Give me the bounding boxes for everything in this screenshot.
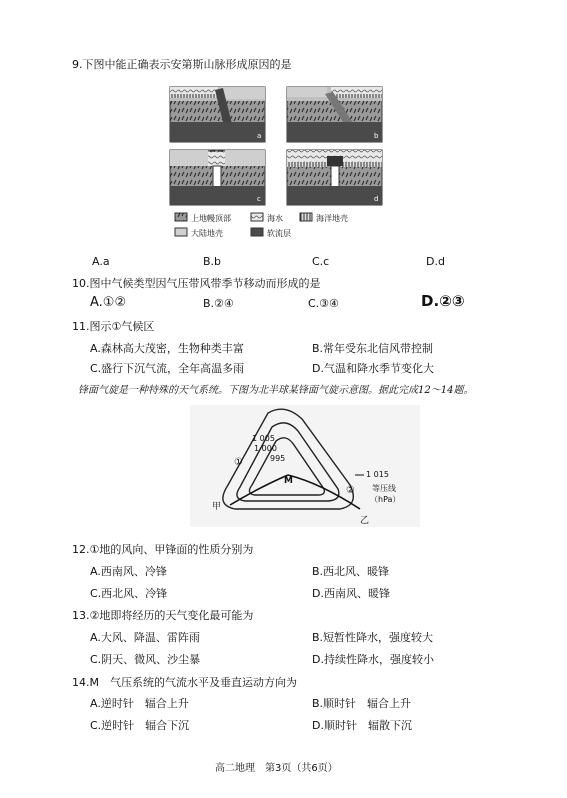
q12-option-d: D.西南风、暖锋 xyxy=(312,587,390,600)
svg-text:a: a xyxy=(257,132,262,140)
front-yi-label: 乙 xyxy=(360,516,370,526)
q13-option-b: B.短暂性降水，强度较大 xyxy=(312,631,434,644)
svg-text:b: b xyxy=(374,132,379,140)
legend-asthenosphere: 软流层 xyxy=(267,229,291,238)
legend-seawater: 海水 xyxy=(267,214,283,223)
svg-text:c: c xyxy=(257,195,261,203)
panel-c xyxy=(170,150,265,205)
panel-b xyxy=(287,87,382,142)
legend-mantle-top: 上地幔顶部 xyxy=(191,214,231,223)
isobar-label-1015: 1 015 xyxy=(366,470,389,479)
q9-stem: 9.下图中能正确表示安第斯山脉形成原因的是 xyxy=(72,58,292,71)
center-m: M xyxy=(284,476,293,486)
q14-option-d: D.顺时针 辐散下沉 xyxy=(312,719,412,732)
q14-stem: 14.M 气压系统的气流水平及垂直运动方向为 xyxy=(72,676,297,689)
legend-isobar: 等压线 xyxy=(372,484,396,493)
q10-option-a: A.①② xyxy=(90,295,127,310)
q14-option-b: B.顺时针 辐合上升 xyxy=(312,697,412,710)
q13-stem: 13.②地即将经历的天气变化最可能为 xyxy=(72,609,254,622)
point-2: ② xyxy=(346,485,355,496)
q12-stem: 12.①地的风向、甲锋面的性质分别为 xyxy=(72,543,254,556)
q10-option-b: B.②④ xyxy=(203,297,234,310)
q9-option-b: B.b xyxy=(203,255,222,268)
q9-option-c: C.c xyxy=(312,255,330,268)
front-jia-label: 甲 xyxy=(212,502,222,512)
q11-option-c: C.盛行下沉气流，全年高温多雨 xyxy=(90,362,245,375)
q11-option-d: D.气温和降水季节变化大 xyxy=(312,362,434,375)
q11-option-a: A.森林高大茂密，生物种类丰富 xyxy=(90,342,244,355)
q12-option-a: A.西南风、冷锋 xyxy=(90,565,167,578)
q11-option-b: B.常年受东北信风带控制 xyxy=(312,342,434,355)
cyclone-intro: 锋面气旋是一种特殊的天气系统。下图为北半球某锋面气旋示意图。据此完成12～14题。 xyxy=(78,385,474,396)
q12-option-c: C.西北风、冷锋 xyxy=(90,587,168,600)
isobar-label-1000: 1 000 xyxy=(254,444,277,453)
svg-text:d: d xyxy=(374,195,379,203)
q10-option-c: C.③④ xyxy=(308,297,339,310)
cyclone-figure xyxy=(190,405,420,527)
q13-option-c: C.阴天、微风、沙尘暴 xyxy=(90,653,201,666)
legend-hpa: （hPa） xyxy=(370,495,401,504)
panel-a xyxy=(170,87,265,142)
q14-option-a: A.逆时针 辐合上升 xyxy=(90,697,189,710)
isobar-label-1005: 1 005 xyxy=(252,434,275,443)
q9-option-d: D.d xyxy=(426,255,445,268)
legend-oceanic-crust: 海洋地壳 xyxy=(316,214,348,223)
q10-option-d: D.②③ xyxy=(421,292,465,310)
q11-stem: 11.图示①气候区 xyxy=(72,320,155,333)
point-1: ① xyxy=(234,457,243,468)
legend-continental-crust: 大陆地壳 xyxy=(191,229,223,238)
q12-option-b: B.西北风、暖锋 xyxy=(312,565,390,578)
q13-option-a: A.大风、降温、雷阵雨 xyxy=(90,631,200,644)
panel-d xyxy=(287,150,382,205)
page-footer: 高二地理 第3页（共6页） xyxy=(215,763,338,774)
q9-figure xyxy=(165,82,390,242)
isobar-label-995: 995 xyxy=(270,454,286,463)
q13-option-d: D.持续性降水，强度较小 xyxy=(312,653,434,666)
q9-option-a: A.a xyxy=(92,255,110,268)
q14-option-c: C.逆时针 辐合下沉 xyxy=(90,719,190,732)
q10-stem: 10.图中气候类型因气压带风带季节移动而形成的是 xyxy=(72,277,321,290)
q9-legend xyxy=(175,213,348,238)
